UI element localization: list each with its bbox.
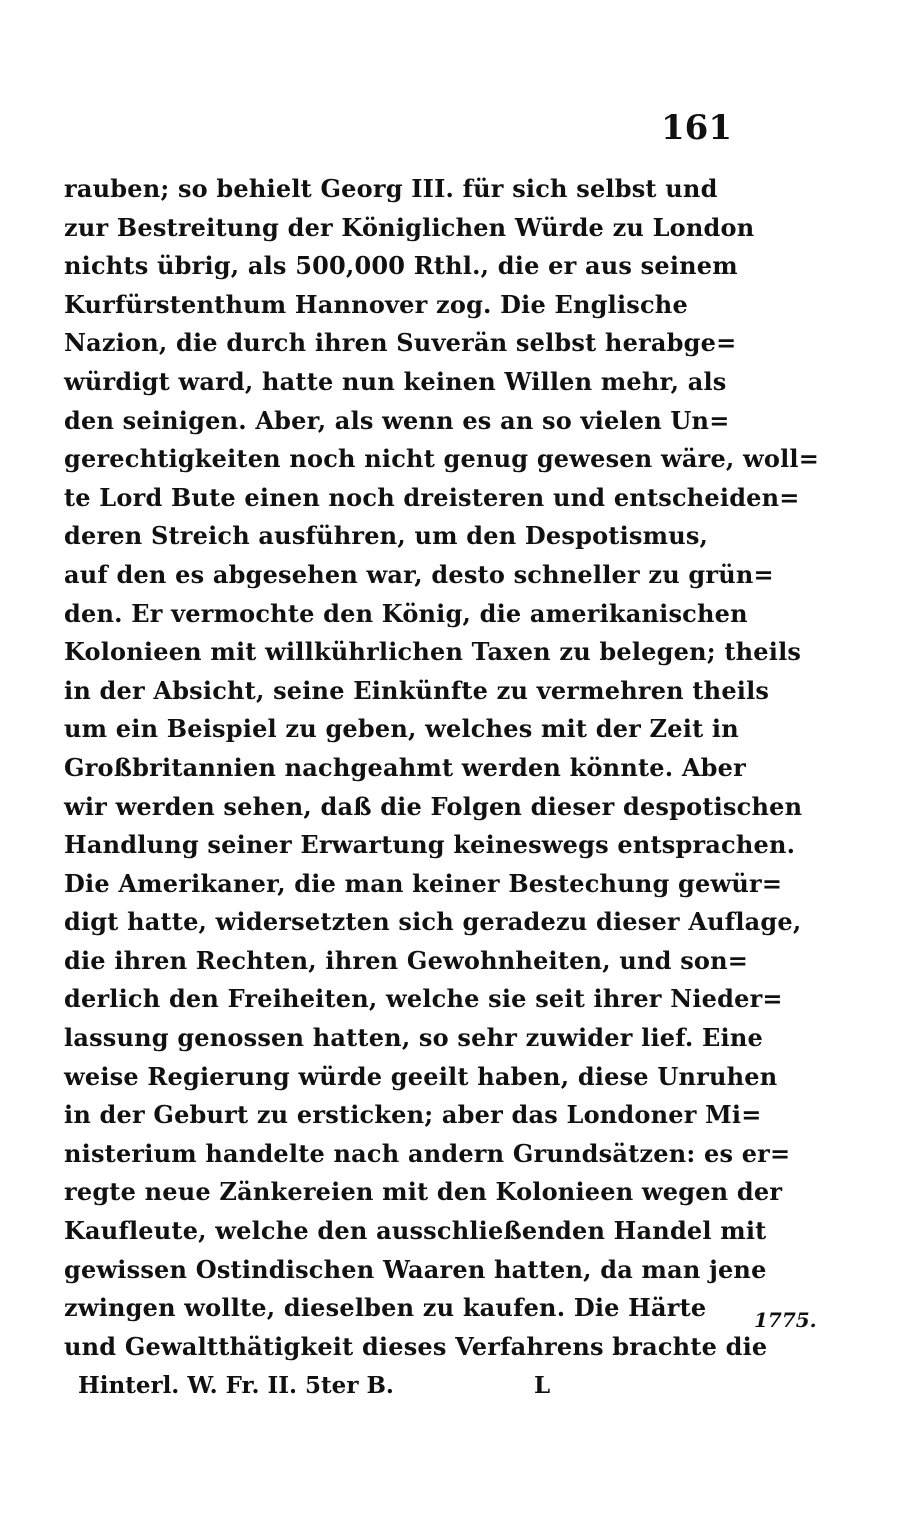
- text-line: digt hatte, widersetzten sich geradezu dieser Auflage,: [64, 907, 802, 937]
- page-number: 161: [661, 108, 732, 148]
- text-line: derlich den Freiheiten, welche sie seit ihrer Nieder=: [64, 984, 783, 1014]
- sheet-mark: L: [534, 1372, 551, 1399]
- text-line: weise Regierung würde geeilt haben, diese Unruhen: [64, 1061, 778, 1091]
- text-line: die ihren Rechten, ihren Gewohnheiten, und son=: [64, 945, 749, 975]
- text-line: lassung genossen hatten, so sehr zuwider lief. Eine: [64, 1023, 763, 1053]
- text-line: gewissen Ostindischen Waaren hatten, da man jene: [64, 1254, 767, 1284]
- text-line: und Gewaltthätigkeit dieses Verfahrens brachte die: [64, 1331, 768, 1361]
- margin-note-year: 1775.: [754, 1308, 817, 1332]
- text-line: regte neue Zänkereien mit den Kolonieen wegen der: [64, 1177, 783, 1207]
- text-line: zur Bestreitung der Königlichen Würde zu London: [64, 212, 755, 242]
- footer-signature: Hinterl. W. Fr. II. 5ter B.: [78, 1372, 394, 1399]
- text-line: Kurfürstenthum Hannover zog. Die Englische: [64, 289, 688, 319]
- text-line: nisterium handelte nach andern Grundsätzen: es er=: [64, 1138, 791, 1168]
- text-line: Kaufleute, welche den ausschließenden Handel mit: [64, 1216, 767, 1246]
- text-line: zwingen wollte, dieselben zu kaufen. Die Härte: [64, 1293, 707, 1323]
- text-line: den seinigen. Aber, als wenn es an so vielen Un=: [64, 405, 730, 435]
- text-line: auf den es abgesehen war, desto schneller zu grün=: [64, 559, 774, 589]
- text-line: rauben; so behielt Georg III. für sich selbst und: [64, 174, 718, 203]
- text-line: deren Streich ausführen, um den Despotismus,: [64, 521, 709, 551]
- text-line: den. Er vermochte den König, die amerikanischen: [64, 598, 748, 628]
- text-line: wir werden sehen, daß die Folgen dieser despotischen: [64, 791, 803, 821]
- text-line: te Lord Bute einen noch dreisteren und entscheiden=: [64, 482, 800, 512]
- text-line: Die Amerikaner, die man keiner Bestechung gewür=: [64, 868, 783, 898]
- text-line: in der Absicht, seine Einkünfte zu vermehren theils: [64, 675, 770, 705]
- text-line: nichts übrig, als 500,000 Rthl., die er aus seinem: [64, 251, 738, 281]
- text-line: Kolonieen mit willkührlichen Taxen zu belegen; theils: [64, 637, 802, 667]
- text-line: in der Geburt zu ersticken; aber das Londoner Mi=: [64, 1100, 762, 1130]
- text-line: gerechtigkeiten noch nicht genug gewesen wäre, woll=: [64, 444, 820, 474]
- text-line: Handlung seiner Erwartung keineswegs entsprachen.: [64, 830, 796, 860]
- text-line: würdigt ward, hatte nun keinen Willen mehr, als: [64, 366, 727, 396]
- text-line: um ein Beispiel zu geben, welches mit der Zeit in: [64, 714, 739, 744]
- text-line: Nazion, die durch ihren Suverän selbst herabge=: [64, 328, 737, 358]
- text-line: Großbritannien nachgeahmt werden könnte. Aber: [64, 752, 746, 782]
